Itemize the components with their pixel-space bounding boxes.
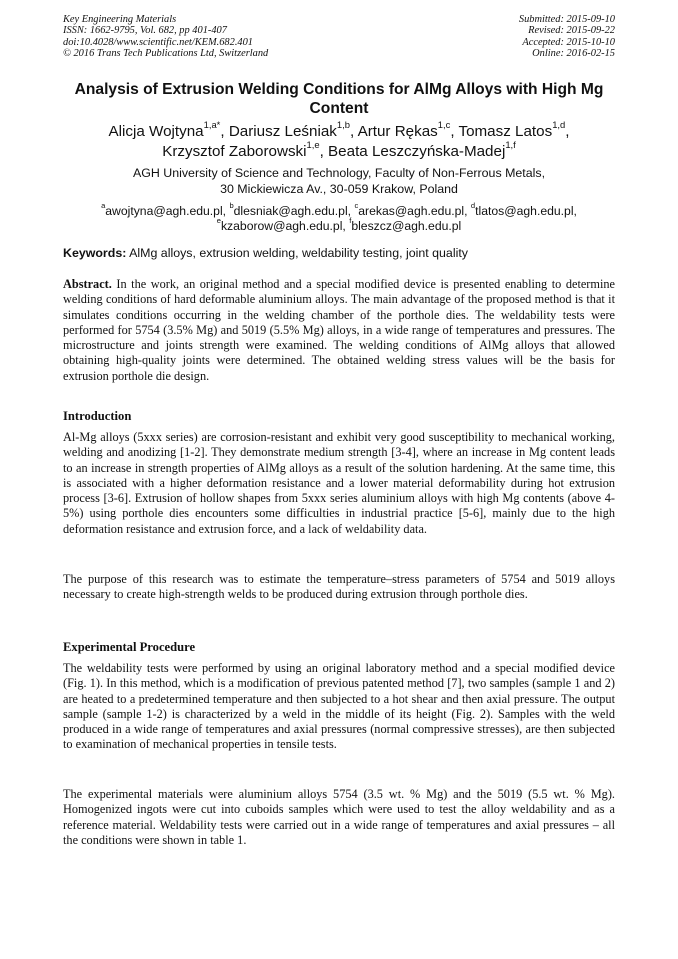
copyright-line: © 2016 Trans Tech Publications Ltd, Switzerland: [63, 48, 269, 60]
keywords-text: AlMg alloys, extrusion welding, weldability testing, joint quality: [129, 246, 468, 260]
email-link[interactable]: $^d$tlatos@agh.edu.pl: [470, 201, 574, 218]
affiliation-line-2: 30 Mickiewicza Av., 30-059 Krakow, Poland: [220, 182, 458, 196]
doi-line: doi:10.4028/www.scientific.net/KEM.682.401: [63, 36, 253, 48]
author: Beata Leszczyńska-Madej$^{1,f}$: [328, 139, 516, 160]
introduction-paragraph-2: The purpose of this research was to estimate the temperature–stress parameters of 5754 and 5019 alloys necessary to create high-strength welds to be produced during extrusion through porthole dies.: [63, 572, 615, 602]
author-list: [63, 119, 615, 162]
experimental-paragraph-1: The weldability tests were performed by using an original laboratory method and a special modified device (Fig. 1). In this method, which is a modification of previous patented method [7], two samples (sample 1 and 2) are heated to a predetermined temperature and then subjected to a hot shear and then axial pressure. The output sample (sample 1-2) is characterized by a weld in the middle of its height (Fig. 2). Samples with the weld produced in a wide range of temperatures and axial pressures (normal compressive stresses), are then subjected to examination of mechanical properties in tensile tests.: [63, 661, 615, 752]
accepted-date: Accepted: 2015-10-10: [522, 36, 615, 48]
journal-name: Key Engineering Materials: [63, 14, 177, 25]
submitted-date: Submitted: 2015-09-10: [518, 14, 615, 25]
affiliation-line-1: AGH University of Science and Technology, Faculty of Non-Ferrous Metals,: [132, 166, 546, 180]
revised-date: Revised: 2015-09-22: [528, 25, 615, 37]
section-heading-experimental: Experimental Procedure: [63, 640, 196, 654]
author: Artur Rękas$^{1,c}$,: [357, 119, 459, 140]
experimental-paragraph-2: The experimental materials were aluminium alloys 5754 (3.5 wt. % Mg) and the 5019 (5.5 wt. % Mg). Homogenized ingots were cut into cuboids samples which were used to test the alloy weldability and as a reference material. Weldability tests were carried out in a wide range of temperatures and axial pressures – all the conditions were shown in table 1.: [63, 787, 615, 847]
keywords: [63, 246, 615, 261]
author: Tomasz Latos$^{1,d}$,: [458, 119, 570, 140]
email-link[interactable]: $^a$awojtyna@agh.edu.pl: [101, 201, 223, 218]
section-heading-introduction: Introduction: [63, 409, 132, 423]
journal-info: [63, 14, 268, 60]
abstract: [63, 277, 615, 384]
introduction-paragraph-1: Al-Mg alloys (5xxx series) are corrosion-resistant and exhibit very good susceptibility to mechanical working, welding and anodizing [1-2]. They demonstrate medium strength [3-4], where an increase in Mg content leads to an increase in strength properties of AlMg alloys as a result of the solution hardening. At the same time, this is associated with a higher deformation resistance and a lower material deformability during hot extrusion process [3-6]. Extrusion of hollow shapes from 5xxx series aluminium alloys with high Mg contents (above 4-5%) using porthole dies encounters some difficulties in industrial practice [5-6], mainly due to the high deformation resistance and extrusion force, and a lack of weldability data.: [63, 430, 615, 536]
abstract-text: In the work, an original method and a special modified device is presented enabling to determine welding conditions of hard deformable aluminium alloys. The main advantage of the proposed method is that it simulates conditions occurring in the welding chamber of the porthole dies. The weldability tests were performed for 5754 (3.5% Mg) and 5019 (5.5% Mg) alloys, in a wide range of temperatures and pressures. The microstructure and joints strength were examined. The welding conditions of AlMg alloys that allowed obtaining high-quality joints were determined. The obtained welding stress values will be the basis for extrusion porthole die design.: [63, 277, 615, 383]
author: Dariusz Leśniak$^{1,b}$,: [228, 119, 358, 140]
abstract-label: Abstract.: [63, 277, 112, 291]
paper-title: Analysis of Extrusion Welding Conditions for AlMg Alloys with High Mg Content: [74, 81, 604, 117]
issn-line: ISSN: 1662-9795, Vol. 682, pp 401-407: [63, 25, 227, 37]
affiliation: [63, 165, 615, 197]
keywords-label: Keywords:: [63, 246, 127, 260]
email-list: $^a$awojtyna@agh.edu.pl, $^b$dlesniak@agh.edu.pl, $^c$arekas@agh.edu.pl, $^d$tlatos@agh.edu.pl, $^e$kzaborow@agh.edu.pl, $^f$bleszcz@agh.edu.pl: [101, 201, 577, 233]
email-link[interactable]: $^c$arekas@agh.edu.pl: [354, 201, 465, 218]
author: Krzysztof Zaborowski$^{1,e}$,: [162, 139, 329, 160]
author: Alicja Wojtyna$^{1,a*}$,: [108, 119, 229, 140]
email-link[interactable]: $^e$kzaborow@agh.edu.pl: [216, 216, 343, 233]
email-link[interactable]: $^b$dlesniak@agh.edu.pl: [229, 201, 348, 218]
online-date: Online: 2016-02-15: [532, 48, 615, 60]
email-link[interactable]: $^f$bleszcz@agh.edu.pl: [349, 216, 462, 233]
publication-dates: [519, 14, 615, 60]
